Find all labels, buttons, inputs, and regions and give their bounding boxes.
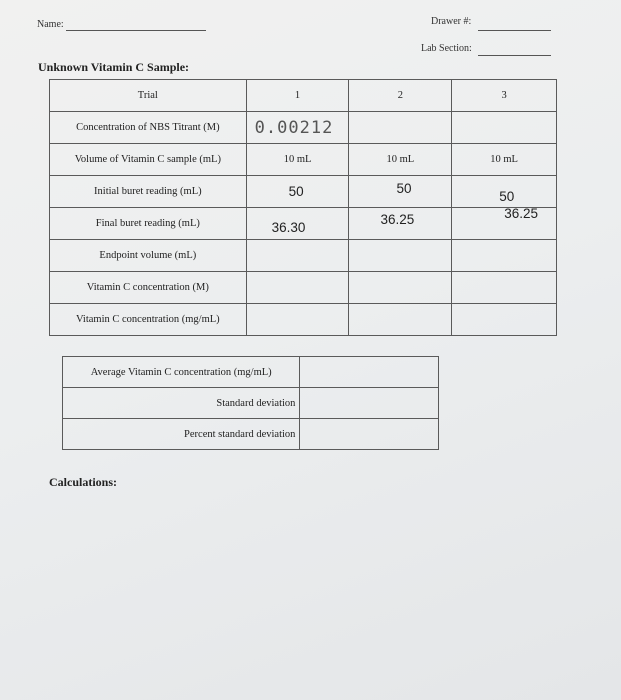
trial-3-header: 3 [452,80,557,112]
section-title: Unknown Vitamin C Sample: [38,60,190,74]
table-row [50,208,557,240]
initial-reading-trial-1[interactable] [246,176,349,208]
vitc-mg-ml-trial-1[interactable] [246,304,349,336]
average-concentration-value[interactable] [300,357,439,388]
table-row [63,388,439,419]
row-label-final-reading: Final buret reading (mL) [50,208,247,240]
percent-std-deviation-value[interactable] [300,419,439,450]
typed-value: 36.25 [380,212,415,227]
table-row [63,419,439,450]
typed-value: 50 [499,189,515,204]
typed-value: 36.30 [271,220,306,235]
table-row [50,240,557,272]
nbs-concentration-trial-2[interactable] [349,112,452,144]
nbs-concentration-trial-3[interactable] [452,112,557,144]
sample-volume-trial-3[interactable]: 10 mL [452,144,557,176]
percent-std-deviation-label: Percent standard deviation [63,419,300,450]
table-row [50,112,557,144]
final-reading-trial-3[interactable] [452,208,557,240]
vitc-molar-trial-3[interactable] [452,272,557,304]
standard-deviation-value[interactable] [300,388,439,419]
row-label-nbs-concentration: Concentration of NBS Titrant (M) [50,112,247,144]
summary-table [62,356,439,450]
drawer-field[interactable] [478,30,551,31]
typed-value: 36.25 [504,206,539,221]
vitamin-c-data-table [49,79,557,336]
table-row [63,357,439,388]
row-label-vitc-molar: Vitamin C concentration (M) [50,272,247,304]
vitc-mg-ml-trial-2[interactable] [349,304,452,336]
lab-section-label: Lab Section: [421,43,472,54]
table-row [50,144,557,176]
handwritten-value: 0.00212 [254,118,334,138]
average-concentration-label: Average Vitamin C concentration (mg/mL) [63,357,300,388]
table-header-row [50,80,557,112]
nbs-concentration-trial-1[interactable] [246,112,349,144]
vitc-molar-trial-2[interactable] [349,272,452,304]
initial-reading-trial-3[interactable] [452,176,557,208]
sample-volume-trial-1[interactable]: 10 mL [246,144,349,176]
trial-2-header: 2 [349,80,452,112]
trial-1-header: 1 [246,80,349,112]
trial-header: Trial [50,80,247,112]
typed-value: 50 [396,181,412,196]
final-reading-trial-1[interactable] [246,208,349,240]
name-label: Name: [37,19,64,30]
row-label-sample-volume: Volume of Vitamin C sample (mL) [50,144,247,176]
sample-volume-trial-2[interactable]: 10 mL [349,144,452,176]
initial-reading-trial-2[interactable] [349,176,452,208]
endpoint-volume-trial-2[interactable] [349,240,452,272]
table-row [50,176,557,208]
typed-value: 50 [288,184,304,199]
row-label-vitc-mg-ml: Vitamin C concentration (mg/mL) [50,304,247,336]
table-row [50,272,557,304]
table-row [50,304,557,336]
endpoint-volume-trial-3[interactable] [452,240,557,272]
vitc-mg-ml-trial-3[interactable] [452,304,557,336]
name-field[interactable] [66,30,206,31]
row-label-initial-reading: Initial buret reading (mL) [50,176,247,208]
row-label-endpoint-volume: Endpoint volume (mL) [50,240,247,272]
lab-section-field[interactable] [478,55,551,56]
standard-deviation-label: Standard deviation [63,388,300,419]
calculations-label: Calculations: [49,475,118,489]
final-reading-trial-2[interactable] [349,208,452,240]
vitc-molar-trial-1[interactable] [246,272,349,304]
endpoint-volume-trial-1[interactable] [246,240,349,272]
drawer-label: Drawer #: [431,16,472,27]
